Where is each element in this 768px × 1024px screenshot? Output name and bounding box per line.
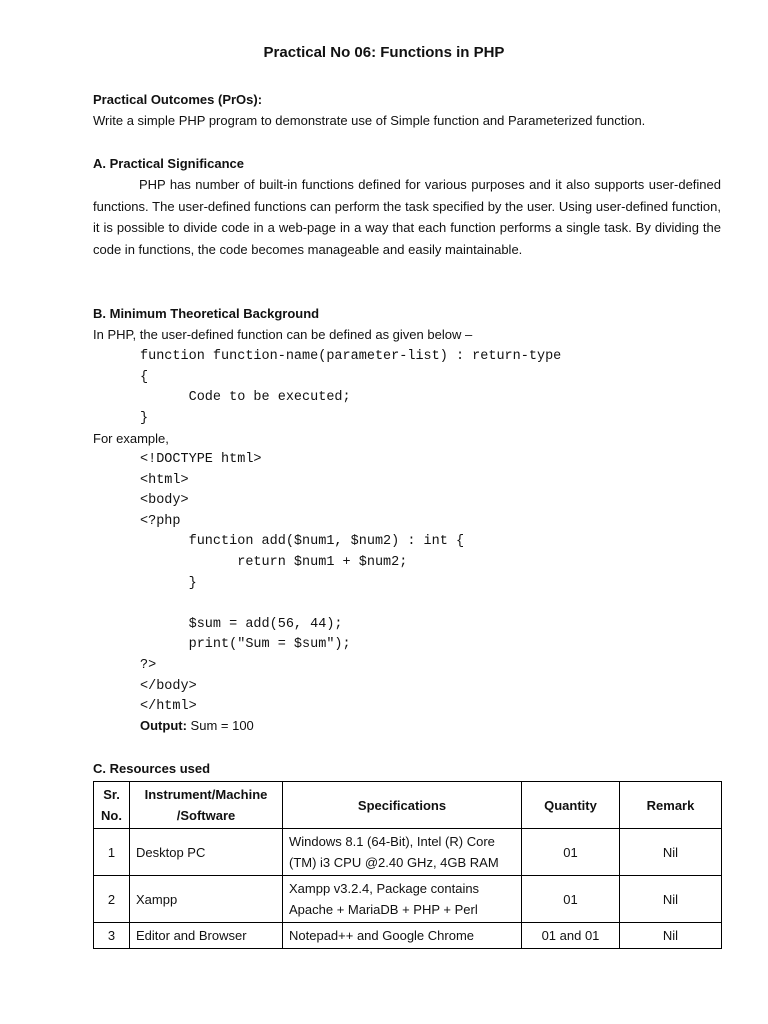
syntax-line: function function-name(parameter-list) : return-type	[140, 349, 562, 364]
syntax-block	[140, 347, 561, 429]
code-line: $sum = add(56, 44);	[140, 616, 343, 632]
col-header-quantity: Quantity	[522, 782, 620, 829]
code-line: print("Sum = $sum");	[140, 637, 351, 653]
section-b-intro: In PHP, the user-defined function can be defined as given below –	[93, 327, 473, 342]
table-row	[94, 876, 722, 923]
col-header-instrument: Instrument/Machine /Software	[130, 782, 283, 829]
cell-spec: Xampp v3.2.4, Package contains Apache + MariaDB + PHP + Perl	[283, 876, 522, 923]
col-header-remark: Remark	[620, 782, 722, 829]
col-header-sr: Sr. No.	[94, 782, 130, 829]
cell-item: Desktop PC	[130, 829, 283, 876]
syntax-line: {	[140, 369, 149, 385]
section-a-paragraph	[93, 174, 721, 260]
cell-qty: 01 and 01	[522, 923, 620, 949]
syntax-line: }	[140, 410, 149, 426]
code-line: <body>	[140, 493, 189, 509]
example-code-block	[140, 450, 464, 718]
table-row	[94, 923, 722, 949]
cell-item: Editor and Browser	[130, 923, 283, 949]
cell-sr: 3	[94, 923, 130, 949]
code-line: <!DOCTYPE html>	[140, 452, 262, 467]
cell-remark: Nil	[620, 876, 722, 923]
output-label: Output:	[140, 718, 187, 733]
code-line: <?php	[140, 513, 181, 529]
cell-item: Xampp	[130, 876, 283, 923]
output-value: Sum = 100	[190, 718, 254, 733]
table-row	[94, 829, 722, 876]
outcomes-heading: Practical Outcomes (PrOs):	[93, 92, 263, 107]
section-b-heading: B. Minimum Theoretical Background	[93, 306, 320, 321]
section-a-paragraph-text: PHP has number of built-in functions defined for various purposes and it also supports user-defined functions. The user-defined functions can perform the task specified by the user. Using user-defined function, it is possible to divide code in a web-page in a way that each function performs a single task. By dividing the code in functions, the code becomes manageable and easily maintainable.	[93, 177, 721, 257]
cell-qty: 01	[522, 829, 620, 876]
section-a-heading: A. Practical Significance	[93, 156, 245, 171]
cell-spec: Windows 8.1 (64-Bit), Intel (R) Core (TM) i3 CPU @2.40 GHz, 4GB RAM	[283, 829, 522, 876]
code-line: </html>	[140, 699, 197, 715]
code-line: function add($num1, $num2) : int {	[140, 534, 465, 550]
outcomes-text: Write a simple PHP program to demonstrate use of Simple function and Parameterized function.	[93, 113, 646, 128]
code-line: return $num1 + $num2;	[140, 554, 408, 570]
code-line: <html>	[140, 472, 189, 488]
col-header-specifications: Specifications	[283, 782, 522, 829]
cell-sr: 2	[94, 876, 130, 923]
example-label: For example,	[93, 431, 169, 446]
cell-qty: 01	[522, 876, 620, 923]
cell-remark: Nil	[620, 923, 722, 949]
cell-spec: Notepad++ and Google Chrome	[283, 923, 522, 949]
code-line: </body>	[140, 678, 197, 694]
output-line	[140, 717, 254, 735]
code-line: }	[140, 575, 197, 591]
code-line	[140, 594, 464, 615]
code-line: ?>	[140, 657, 157, 673]
resources-table	[93, 781, 722, 949]
syntax-line: Code to be executed;	[140, 390, 351, 405]
section-c-heading: C. Resources used	[93, 761, 211, 776]
cell-remark: Nil	[620, 829, 722, 876]
cell-sr: 1	[94, 829, 130, 876]
table-header-row	[94, 782, 722, 829]
page-title: Practical No 06: Functions in PHP	[263, 44, 505, 61]
